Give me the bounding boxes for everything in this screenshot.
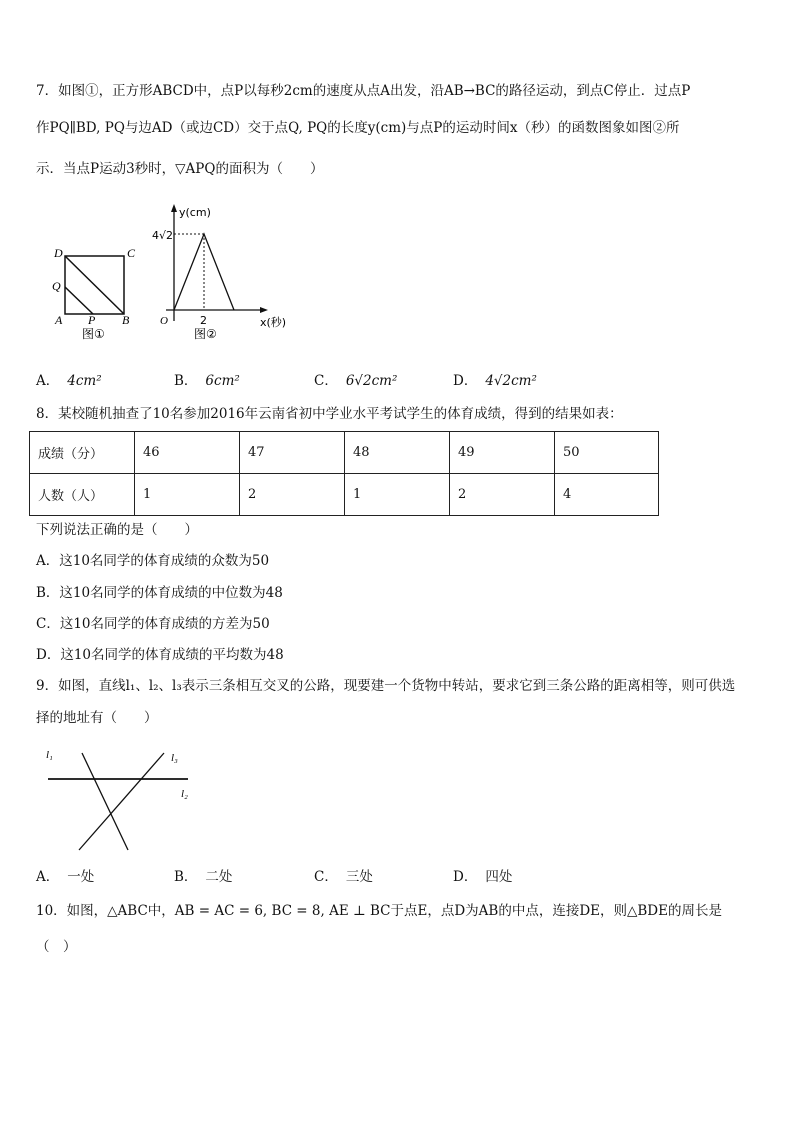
q10-stem-line-2: （ ）	[36, 939, 77, 955]
origin-label: O	[160, 315, 168, 327]
x-axis-arrow-icon	[260, 307, 268, 313]
option-letter: D．	[453, 373, 478, 389]
table-cell: 1	[135, 474, 240, 516]
q8-prompt: 下列说法正确的是（ ）	[36, 522, 198, 538]
figure-1-caption: 图①	[82, 327, 105, 341]
option-text: 四处	[485, 869, 513, 885]
q7-stem-line-3: 示．当点P运动3秒时，▽APQ的面积为（ ）	[36, 161, 324, 177]
option-text: 二处	[205, 869, 233, 885]
q7-stem-line-2: 作PQ∥BD, PQ与边AD（或边CD）交于点Q, PQ的长度y(cm)与点P的运动时间x（秒）的函数图象如图②所	[36, 120, 680, 136]
table-cell: 1	[345, 474, 450, 516]
q7-option-b[interactable]	[174, 369, 240, 389]
option-letter: A．	[36, 869, 60, 885]
q8-option-d[interactable]: D．这10名同学的体育成绩的平均数为48	[36, 647, 284, 663]
q9-stem-line-2: 择的地址有（ ）	[36, 710, 158, 726]
label-b: B	[122, 313, 130, 327]
q10-stem-line-1: 10．如图，△ABC中，AB = AC = 6, BC = 8, AE ⊥ BC于点E，点D为AB的中点，连接DE，则△BDE的周长是	[36, 903, 722, 919]
option-text: 6cm²	[205, 373, 240, 389]
option-text: 三处	[345, 869, 373, 885]
table-cell: 50	[555, 432, 659, 474]
q9-options	[36, 865, 756, 885]
option-letter: B．	[174, 373, 198, 389]
label-d: D	[54, 246, 63, 260]
option-letter: B．	[174, 869, 198, 885]
q7-option-c[interactable]	[314, 369, 397, 389]
segment-pq	[65, 287, 93, 314]
label-a: A	[55, 313, 63, 327]
q7-figure-1-square	[46, 240, 146, 345]
peak-value-label: 4√2	[152, 229, 174, 242]
q9-option-c[interactable]	[314, 865, 373, 885]
table-cell: 49	[450, 432, 555, 474]
option-text: 一处	[67, 869, 95, 885]
q7-figure-2-graph	[152, 200, 302, 345]
label-l2: l₂	[181, 788, 188, 800]
table-row	[30, 432, 659, 474]
figure-2-caption: 图②	[194, 327, 217, 341]
label-q: Q	[52, 279, 61, 293]
table-cell: 人数（人）	[30, 474, 135, 516]
table-cell: 47	[240, 432, 345, 474]
y-axis-label: y(cm)	[179, 206, 211, 219]
label-l3: l₃	[171, 752, 178, 764]
option-letter: C．	[314, 869, 338, 885]
q9-stem-line-1: 9．如图，直线l₁、l₂、l₃表示三条相互交叉的公路，现要建一个货物中转站，要求它到三条公路的距离相等，则可供选	[36, 678, 736, 694]
q9-option-d[interactable]	[453, 865, 512, 885]
table-cell: 46	[135, 432, 240, 474]
option-text: 6√2cm²	[345, 373, 398, 389]
diagonal-bd	[65, 256, 124, 314]
y-axis-arrow-icon	[171, 204, 177, 212]
table-cell: 4	[555, 474, 659, 516]
x-tick-label: 2	[200, 314, 207, 327]
label-l1: l₁	[46, 749, 53, 761]
table-cell: 48	[345, 432, 450, 474]
q8-stem: 8．某校随机抽查了10名参加2016年云南省初中学业水平考试学生的体育成绩，得到的结果如表：	[36, 406, 623, 422]
q7-options	[36, 369, 756, 389]
q9-option-b[interactable]	[174, 865, 232, 885]
q9-option-a[interactable]	[36, 865, 94, 885]
q9-figure-roads	[40, 740, 200, 855]
option-text: 4√2cm²	[485, 373, 537, 389]
option-text: 4cm²	[67, 373, 102, 389]
q7-option-a[interactable]	[36, 369, 102, 389]
q8-option-c[interactable]: C．这10名同学的体育成绩的方差为50	[36, 616, 270, 632]
table-cell: 2	[450, 474, 555, 516]
table-row	[30, 474, 659, 516]
option-letter: D．	[453, 869, 478, 885]
table-cell: 2	[240, 474, 345, 516]
q8-score-table	[29, 431, 659, 516]
q8-option-a[interactable]: A．这10名同学的体育成绩的众数为50	[36, 553, 270, 569]
label-p: P	[88, 313, 96, 327]
table-cell: 成绩（分）	[30, 432, 135, 474]
label-c: C	[127, 246, 136, 260]
q7-option-d[interactable]	[453, 369, 537, 389]
x-axis-label: x(秒)	[260, 316, 287, 329]
option-letter: A．	[36, 373, 60, 389]
q8-option-b[interactable]: B．这10名同学的体育成绩的中位数为48	[36, 585, 283, 601]
option-letter: C．	[314, 373, 338, 389]
q7-stem-line-1: 7．如图①，正方形ABCD中，点P以每秒2cm的速度从点A出发，沿AB→BC的路径运动，到点C停止．过点P	[36, 83, 691, 99]
